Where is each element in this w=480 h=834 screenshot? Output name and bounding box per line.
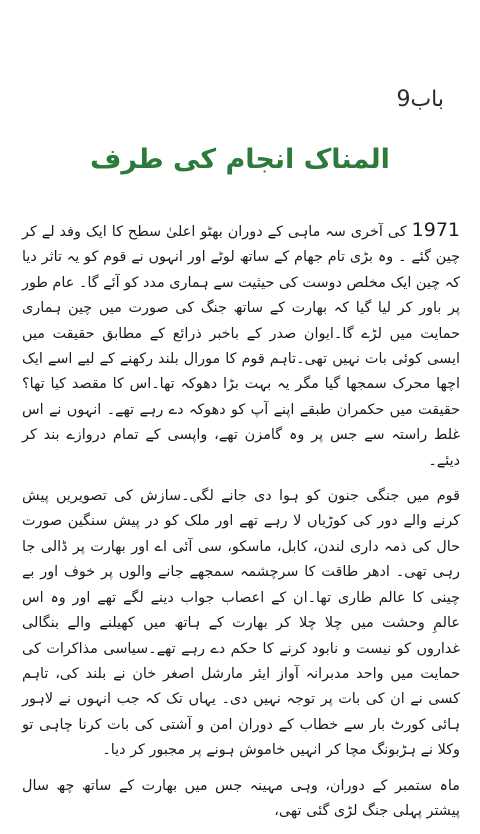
chapter-title: المناک انجام کی طرف — [90, 144, 390, 175]
chapter-number: باب9 — [396, 87, 444, 112]
paragraph-2: قوم میں جنگی جنون کو ہوا دی جانے لگی۔سازش کی تصویریں پیش کرنے والے دور کی کوڑیاں لا رہے تھے اور ملک کو در پیش سنگین صورت حال کی ذمہ داری لندن، کابل، ماسکو، سی آئی اے اور بھارت پر ڈالی جا رہی تھی۔ ادھر طاقت کا سرچشمہ سمجھے جانے والوں پر خوف اور بے چینی کا عالم طاری تھا۔ان کے اعصاب جواب دینے لگے تھے اور وہ اس عالمِ وحشت میں چلا چلا کر بھارت کے ہاتھ میں کھیلنے والے بنگالی غداروں کو نیست و نابود کرنے کا حکم دے رہے تھے۔سیاسی مذاکرات کی حمایت میں واحد مدبرانہ آواز ایئر مارشل اصغر خان نے بلند کی، تاہم کسی نے ان کی بات پر توجہ نہیں دی۔ یہاں تک کہ جب انہوں نے لاہور ہائی کورٹ بار سے خطاب کے دوران امن و آشتی کی بات کرنا چاہی تو وکلا نے ہڑبونگ مچا کر انہیں خاموش ہونے پر مجبور کر دیا۔ — [22, 488, 460, 759]
paragraph-1 — [22, 218, 460, 474]
paragraph-1-text: کی آخری سہ ماہی کے دوران بھٹو اعلیٰ سطح کا ایک وفد لے کر چین گئے ۔ وہ بڑی تام جھام کے ساتھ لوٹے اور انہوں نے قوم کو یہ تاثر دیا کہ چین ایک مخلص دوست کی حیثیت سے ہماری مدد کو آئے گا۔ عام طور پر باور کر لیا گیا کہ بھارت کے ساتھ جنگ کی صورت میں چین ہماری حمایت میں لڑے گا۔ایوان صدر کے باخبر ذرائع کے مطابق حقیقت میں ایسی کوئی بات نہیں تھی۔تاہم قوم کا مورال بلند رکھنے کے لیے اسے ایک اچھا محرک سمجھا گیا مگر یہ بہت بڑا دھوکہ تھا۔اس کا مقصد کیا تھا؟ حقیقت میں حکمران طبقے اپنے آپ کو دھوکہ دے رہے تھے۔ انہوں نے اس غلط راستہ سے جس پر وہ گامزن تھے، واپسی کے تمام دروازے بند کر دیئے۔ — [22, 224, 460, 469]
year-1971: 1971 — [411, 219, 460, 241]
chapter-body — [22, 218, 460, 834]
paragraph-3: ماہ ستمبر کے دوران، وہی مہینہ جس میں بھارت کے ساتھ چھ سال پیشتر پہلی جنگ لڑی گئی تھی، — [22, 777, 460, 819]
